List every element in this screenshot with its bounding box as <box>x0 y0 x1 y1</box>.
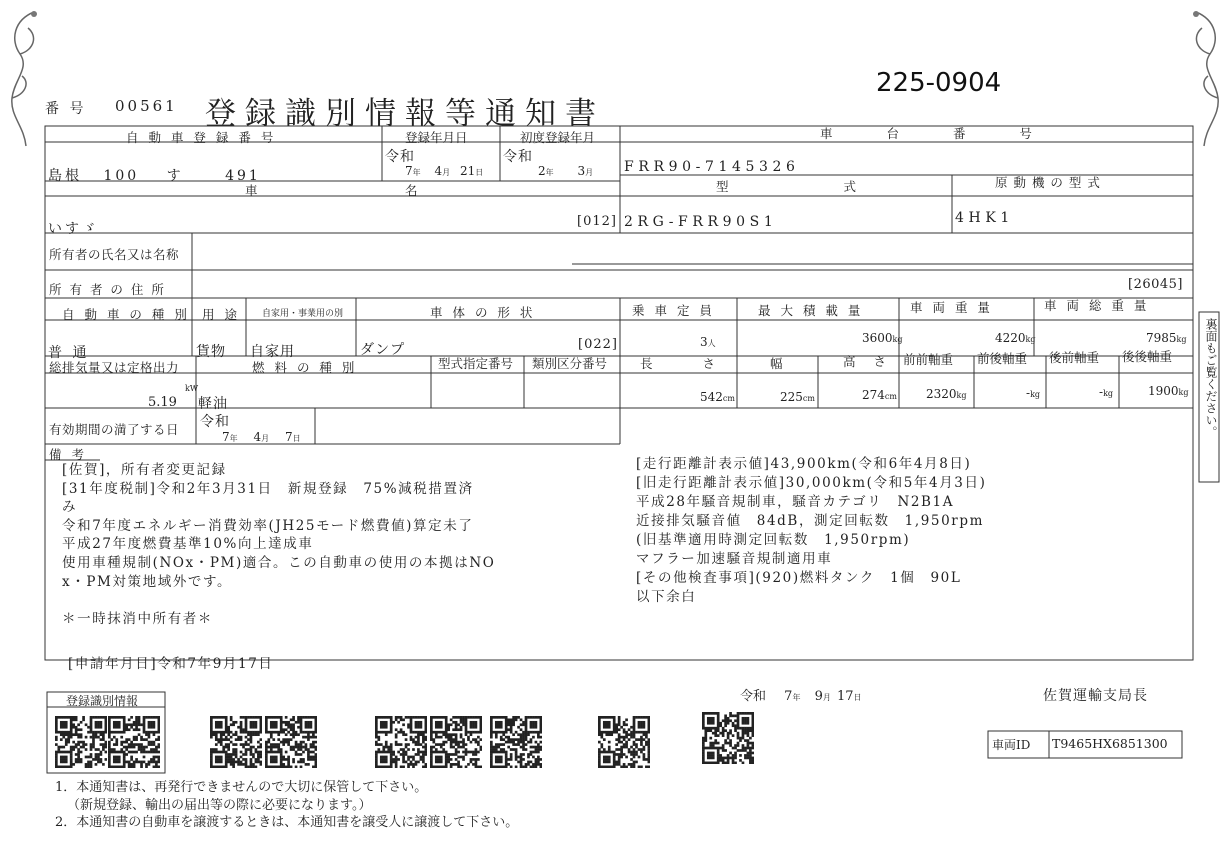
label-chassis: 車 台 番 号 <box>820 126 1035 141</box>
length-value <box>700 390 735 404</box>
footer-note: 1．本通知書は、再発行できませんので大切に保管して下さい。 <box>55 780 428 795</box>
gross-weight-value <box>1146 331 1187 345</box>
serial-number: 00561 <box>115 97 178 115</box>
gross-weight-number: 7985 <box>1146 331 1177 345</box>
unit-kg: kg <box>1176 335 1187 344</box>
qr-code <box>430 716 482 768</box>
unit-kg: kg <box>956 391 967 400</box>
label-expiry: 有効期間の満了する日 <box>49 422 180 437</box>
label-width: 幅 <box>770 356 786 371</box>
expiry-day: 7 <box>284 430 293 444</box>
reg-year: 7 <box>405 164 413 178</box>
label-rf-axle: 後前軸重 <box>1049 350 1100 365</box>
stamp-number: 225-0904 <box>876 68 1002 98</box>
first-reg-era: 令和 <box>503 149 533 165</box>
issue-date <box>740 685 862 704</box>
label-car-name-1: 車 <box>245 183 261 198</box>
unit-day: 日 <box>475 168 484 177</box>
ff-axle-value <box>926 387 967 401</box>
rr-axle-value <box>1148 384 1189 398</box>
remark-line: 平成28年騒音規制車，騒音カテゴリ N2B1A <box>636 494 955 510</box>
qr-code <box>375 716 427 768</box>
label-body-shape: 車 体 の 形 状 <box>430 305 536 320</box>
capacity-value <box>700 335 716 349</box>
remark-line: ＊一時抹消中所有者＊ <box>62 610 213 627</box>
label-private-business: 自家用・事業用の別 <box>262 309 344 319</box>
unit-kg: kg <box>1178 388 1189 397</box>
label-owner-name: 所有者の氏名又は名称 <box>49 247 180 262</box>
qr-code <box>55 716 107 768</box>
label-vehicle-type: 自 動 車 の 種 別 <box>62 307 190 322</box>
expiry-date-value <box>222 430 301 444</box>
issue-era: 令和 <box>740 689 767 704</box>
capacity-number: 3 <box>700 335 708 349</box>
fr-axle-number: - <box>1026 386 1031 400</box>
rf-axle-number: - <box>1099 385 1104 399</box>
remark-line: 以下余白 <box>636 589 697 605</box>
car-name-value: いすゞ <box>48 221 99 237</box>
width-number: 225 <box>780 390 803 404</box>
width-value <box>780 390 815 404</box>
label-remarks: 備 考 <box>49 447 87 462</box>
unit-kg: kg <box>892 335 903 344</box>
unit-cm: cm <box>884 392 897 401</box>
qr-code <box>598 716 650 768</box>
issue-month: 9 <box>814 689 823 704</box>
qr-box-label: 登録識別情報 <box>66 694 139 708</box>
max-load-value <box>862 331 903 345</box>
reg-date-value <box>405 164 483 178</box>
expiry-era: 令和 <box>200 414 230 430</box>
back-side-notice: 裏面もご覧ください。 <box>1204 318 1218 438</box>
usage-value: 貨物 <box>196 344 226 360</box>
remark-line: 使用車種規制(NOx・PM)適合。この自動車の使用の本拠はNO <box>62 554 496 571</box>
label-displacement: 総排気量又は定格出力 <box>49 360 180 375</box>
vehicle-weight-value <box>995 331 1036 345</box>
chassis-number: FRR90-7145326 <box>624 159 800 175</box>
issuer: 佐賀運輸支局長 <box>1043 688 1148 704</box>
body-code: [022] <box>578 337 618 352</box>
unit-kg: kg <box>1025 335 1036 344</box>
unit-kw: kW <box>185 384 199 393</box>
remark-line: 平成27年度燃費基準10%向上達成車 <box>62 536 314 553</box>
footer-note: （新規登録、輸出の届出等の際に必要になります。） <box>67 797 372 813</box>
label-fr-axle: 前後軸重 <box>977 351 1028 366</box>
document-title: 登録識別情報等通知書 <box>205 96 605 132</box>
length-number: 542 <box>700 390 723 404</box>
label-first-reg: 初度登録年月 <box>520 130 596 145</box>
expiry-year: 7 <box>222 430 230 444</box>
label-fuel: 燃 料 の 種 別 <box>252 360 358 375</box>
label-reg-number: 自 動 車 登 録 番 号 <box>126 130 277 145</box>
label-gross-weight: 車 両 総 重 量 <box>1044 298 1150 313</box>
reg-era: 令和 <box>385 149 415 165</box>
footer-note: 2．本通知書の自動車を譲渡するときは、本通知書を譲受人に譲渡して下さい。 <box>55 815 519 830</box>
vehicle-id-label: 車両ID <box>992 738 1031 752</box>
engine-model-value: 4HK1 <box>955 210 1014 226</box>
max-load-number: 3600 <box>862 331 893 345</box>
footer-notes <box>55 779 518 832</box>
remark-line: [その他検査事項](920)燃料タンク 1個 90L <box>636 570 962 586</box>
unit-month: 月 <box>822 693 831 702</box>
private-business-value: 自家用 <box>250 344 295 360</box>
unit-month: 月 <box>442 168 451 177</box>
displacement-value: 5.19 <box>148 395 177 410</box>
label-vehicle-weight: 車 両 重 量 <box>910 300 993 315</box>
remark-line: [走行距離計表示値]43,900km(令和6年4月8日) <box>636 456 972 472</box>
unit-year: 年 <box>229 434 238 443</box>
label-car-name-2: 名 <box>405 183 421 198</box>
label-category-number: 類別区分番号 <box>532 356 608 371</box>
reg-month: 4 <box>434 164 443 178</box>
unit-month: 月 <box>261 434 270 443</box>
remark-line: 令和7年度エネルギー消費効率(JH25モード燃費値)算定未了 <box>62 517 474 534</box>
qr-code <box>265 716 317 768</box>
serial-label: 番 号 <box>45 101 87 117</box>
first-month: 3 <box>577 164 586 178</box>
remark-line: [31年度税制]令和2年3月31日 新規登録 75%減税措置済 <box>62 480 474 497</box>
unit-day: 日 <box>292 434 301 443</box>
first-year: 2 <box>538 164 546 178</box>
label-ff-axle: 前前軸重 <box>903 352 954 367</box>
model-value: 2RG-FRR90S1 <box>624 214 778 230</box>
unit-person: 人 <box>707 339 716 348</box>
height-value <box>862 388 897 402</box>
remarks-left <box>62 461 495 628</box>
unit-cm: cm <box>802 394 815 403</box>
unit-cm: cm <box>722 394 735 403</box>
rr-axle-number: 1900 <box>1148 384 1179 398</box>
reg-day: 21 <box>459 164 476 178</box>
unit-year: 年 <box>792 693 801 702</box>
label-length: 長 さ <box>640 356 718 371</box>
remark-line: x・PM対策地域外です。 <box>62 573 233 590</box>
remark-line: み <box>62 499 78 516</box>
remark-line: (旧基準適用時測定回転数 1,950rpm) <box>636 532 911 548</box>
label-model: 型 式 <box>716 179 859 194</box>
fuel-value: 軽油 <box>198 396 228 412</box>
vehicle-id-value: T9465HX6851300 <box>1052 736 1168 751</box>
reg-region: 島根 <box>48 168 82 184</box>
qr-code <box>108 716 160 768</box>
qr-code <box>490 716 542 768</box>
label-reg-date: 登録年月日 <box>405 130 468 145</box>
unit-month: 月 <box>585 168 594 177</box>
fr-axle-value <box>1026 386 1040 400</box>
label-usage: 用 途 <box>202 307 240 322</box>
unit-kg: kg <box>1030 390 1041 399</box>
unit-kg: kg <box>1103 389 1114 398</box>
reg-num: 491 <box>225 168 261 184</box>
remark-line: 近接排気騒音値 84dB，測定回転数 1,950rpm <box>636 513 984 529</box>
car-name-code: [012] <box>577 214 617 229</box>
expiry-month: 4 <box>253 430 262 444</box>
height-number: 274 <box>862 388 885 402</box>
vehicle-weight-number: 4220 <box>995 331 1026 345</box>
label-max-load: 最 大 積 載 量 <box>758 303 864 318</box>
body-shape-value: ダンプ <box>360 342 406 358</box>
label-rr-axle: 後後軸重 <box>1122 349 1173 364</box>
remark-line: マフラー加速騒音規制適用車 <box>636 551 833 567</box>
unit-year: 年 <box>545 168 554 177</box>
unit-day: 日 <box>853 693 862 702</box>
reg-class: 100 <box>103 168 140 184</box>
qr-code <box>210 716 262 768</box>
application-date: [申請年月日]令和7年9月17日 <box>68 656 274 672</box>
label-owner-address: 所 有 者 の 住 所 <box>49 282 166 297</box>
reg-kana: す <box>166 168 184 184</box>
vehicle-type-value: 普 通 <box>48 345 90 361</box>
address-code: [26045] <box>1128 277 1183 292</box>
rf-axle-value <box>1099 385 1113 399</box>
unit-year: 年 <box>412 168 421 177</box>
remark-line: [佐賀]，所有者変更記録 <box>62 462 227 478</box>
issue-year: 7 <box>784 689 793 704</box>
ff-axle-number: 2320 <box>926 387 957 401</box>
remarks-right <box>636 455 986 607</box>
label-capacity: 乗 車 定 員 <box>632 303 715 318</box>
issue-day: 17 <box>837 689 854 704</box>
first-reg-value <box>538 164 593 178</box>
label-type-designation: 型式指定番号 <box>438 356 514 371</box>
reg-number-value <box>48 165 378 185</box>
remark-line <box>62 591 495 610</box>
qr-code <box>702 712 754 764</box>
label-height: 高 さ <box>843 354 889 369</box>
label-engine-model: 原 動 機 の 型 式 <box>995 175 1101 190</box>
remark-line: [旧走行距離計表示値]30,000km(令和5年4月3日) <box>636 475 987 491</box>
